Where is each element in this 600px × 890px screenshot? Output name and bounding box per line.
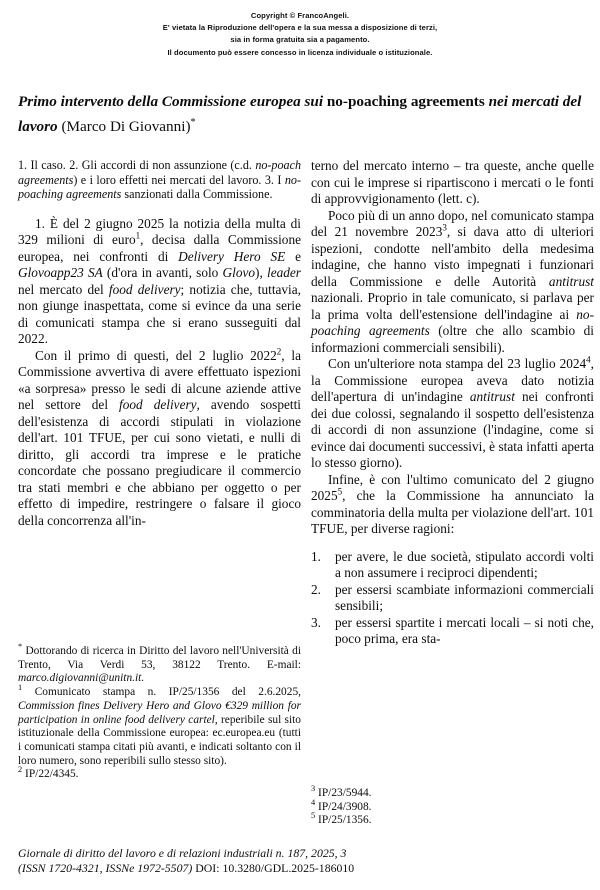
p1-i5: food delivery [108,281,181,297]
paragraph-1 [18,216,301,348]
footnote-2-text: IP/22/4345. [22,768,79,781]
footnote-3-text: IP/23/5944. [315,787,372,799]
list-item [311,615,594,648]
p1-s4: (d'ora in avanti, solo [102,265,223,281]
reasons-list [311,549,594,648]
footnotes-left [18,642,301,782]
p1-footnote-ref-1: 1 [135,230,141,241]
footnote-marker-star: * [18,642,23,652]
p4-s1: Poco più di un anno dopo, nel comunicato stampa del 21 novembre 2023 [311,207,594,239]
p1-s3: e [285,248,302,264]
footnote-3 [311,784,594,801]
footnote-2 [18,765,301,782]
p1-s2: , decisa dalla Commissione europea, nei confronti di [18,232,301,264]
p5-s3: nei confronti dei due colossi, segnalando il sospetto dell'esistenza di accordi di non assunzione (l'indagine, come si evince dai documenti successivi, è stata infatti aperta lo stesso giorno). [311,389,594,470]
journal-footer [18,846,582,876]
article-summary [18,158,301,202]
p2-footnote-ref-2: 2 [276,346,282,357]
list-item-number: 3. [311,614,321,630]
paragraph-5 [311,356,594,472]
p2-s2: , la Commissione avvertiva di avere effettuato ispezioni «a sorpresa» presso le sedi di alcune aziende attive nel settore del [18,347,301,413]
copyright-notice [0,10,600,59]
p1-i2: Glovoapp23 SA [18,265,103,281]
footnote-1-title: Commission fines Delivery Hero and Glovo €329 million for participation in online food delivery cartel [18,699,301,726]
list-item-label: per essersi spartite i mercati locali – si noti che, poco prima, era sta- [335,614,594,646]
p4-i1: antitrust [548,273,594,289]
p1-i1: Delivery Hero SE [178,248,286,264]
p4-i2: no-poaching agreements [311,306,594,338]
footnote-1-s1: Comunicato stampa n. IP/25/1356 del 2.6.2025, [22,686,301,699]
footnote-5-text: IP/25/1356. [315,814,372,827]
p2-s3: , avendo sospetti dell'esistenza di accordi stipulati in violazione dell'art. 101 TFUE, per cui sono vietati, e nulli di diritto, gli accordi tra imprese e le pratiche concordate che possano pregiudicare il commercio tra stati membri e che abbiano per oggetto o per effetto di impedire, restringere o falsare il gioco della concorrenza all'in- [18,397,301,528]
p4-footnote-ref-3: 3 [442,222,447,233]
footnote-5 [311,811,594,828]
footnote-star [18,642,301,686]
journal-issn: (ISSN 1720-4321, ISSNe 1972-5507) [18,861,193,875]
list-item-number: 1. [311,548,321,564]
p1-s6: nel mercato del [18,281,109,297]
summary-seg-3: ) e i loro effetti nei mercati del lavoro. 3. I [73,172,285,187]
footnote-1-s2: , reperibile sul sito istituzionale della Commissione europea: ec.europea.eu (tutti i comunicati stampa citati più avanti, e indicati soltanto con il loro numero, sono reperibili sullo stesso sito). [18,713,301,767]
p5-i1: antitrust [469,389,515,404]
footnote-marker-5: 5 [311,811,316,821]
paragraph-2 [18,348,301,530]
footnote-marker-1: 1 [18,683,23,693]
footnote-1 [18,683,301,768]
p6-s2: , che la Commissione ha annunciato la comminatoria della multa per violazione dell'art. 101 TFUE, per diverse ragioni: [311,488,594,536]
p4-s3: nazionali. Proprio in tale comunicato, si parlava per la prima volta dell'estensione dell'indagine ai [311,290,594,322]
list-item [311,582,594,615]
p5-s1: Con un'ulteriore nota stampa del 23 luglio 2024 [328,356,587,371]
footnote-marker-3: 3 [311,784,316,794]
title-roman-part: no-poaching agreements [326,93,485,110]
summary-seg-1: 1. Il caso. 2. Gli accordi di non assunzione (c.d. [18,158,256,172]
list-item [311,549,594,582]
p1-s1: 1. È del 2 giugno 2025 la notizia della multa di 329 milioni di euro [18,215,301,248]
footnotes-right [311,784,594,828]
list-item-label: per avere, le due società, stipulato accordi volti a non assumere i reciproci dipendenti; [335,548,594,580]
copyright-line-4: Il documento può essere concesso in licenza individuale o istituzionale. [167,47,433,57]
paragraph-6 [311,472,594,538]
title-author: (Marco Di Giovanni) [61,117,191,135]
p6-s1: Infine, è con l'ultimo comunicato del 2 giugno 2025 [311,471,594,503]
journal-issn-line [18,861,582,876]
summary-seg-5: sanzionati dalla Commissione. [121,187,273,202]
list-item-label: per essersi scambiate informazioni commerciali sensibili; [335,581,594,613]
p1-i4: leader [267,265,301,281]
paragraph-3: terno del mercato interno – tra queste, anche quelle con cui le imprese si ripartiscono i mercati o le fonti di approvvigionamento (lett. c). [311,158,594,206]
footnote-4 [311,797,594,815]
article-title [18,92,582,137]
title-italic-part-2: nei mercati del lavoro [18,93,582,135]
p5-s2: , la Commissione europea aveva dato notizia dell'apertura di un'indagine [311,356,594,404]
p2-i1: food delivery [119,397,197,413]
p1-s7: ; notizia che, tuttavia, non giunge inaspettata, come si evince da una serie di comunicati stampa che si erano susseguiti dal 2022. [18,281,301,347]
column-right [311,158,594,648]
copyright-line-1: Copyright © FrancoAngeli. [250,11,350,20]
paragraph-4 [311,208,594,357]
footnote-marker-4: 4 [311,797,316,807]
journal-title-line [18,846,582,861]
journal-title: Giornale di diritto del lavoro e di relazioni industriali n. 187, 2025, 3 [18,846,347,860]
column-left [18,158,301,529]
footnote-star-email: marco.digiovanni@unitn.it. [18,672,145,685]
p6-footnote-ref-5: 5 [337,486,343,497]
footnote-star-text: Dottorando di ricerca in Diritto del lavoro nell'Università di Trento, Via Verdi 53, 38122 Trento. E-mail: [18,645,301,671]
p1-s5: ), [255,265,268,281]
list-item-number: 2. [311,581,321,597]
p2-s1: Con il primo di questi, del 2 luglio 2022 [35,347,277,363]
summary-seg-4: no-poaching agreements [18,172,301,202]
title-footnote-marker: * [190,116,196,128]
p4-s2: , si dava atto di ulteriori ispezioni, condotte nell'ambito della medesima indagine, che hanno visto impegnati i funzionari della Commissione e delle Autorità [311,224,595,289]
p5-footnote-ref-4: 4 [586,354,591,365]
footnote-marker-2: 2 [18,765,23,775]
journal-doi: DOI: 10.3280/GDL.2025-186010 [192,861,355,875]
copyright-line-3: sia in forma gratuita sia a pagamento. [230,35,370,45]
summary-seg-2: no-poach agreements [18,158,301,187]
title-italic-part-1: Primo intervento della Commissione europea sui [18,93,324,110]
p4-s4: (oltre che allo scambio di informazioni commerciali sensibili). [311,323,594,355]
p1-i3: Glovo [222,265,256,281]
copyright-line-2: E' vietata la Riproduzione dell'opera e la sua messa a disposizione di terzi, [162,23,438,33]
footnote-4-text: IP/24/3908. [315,800,372,813]
